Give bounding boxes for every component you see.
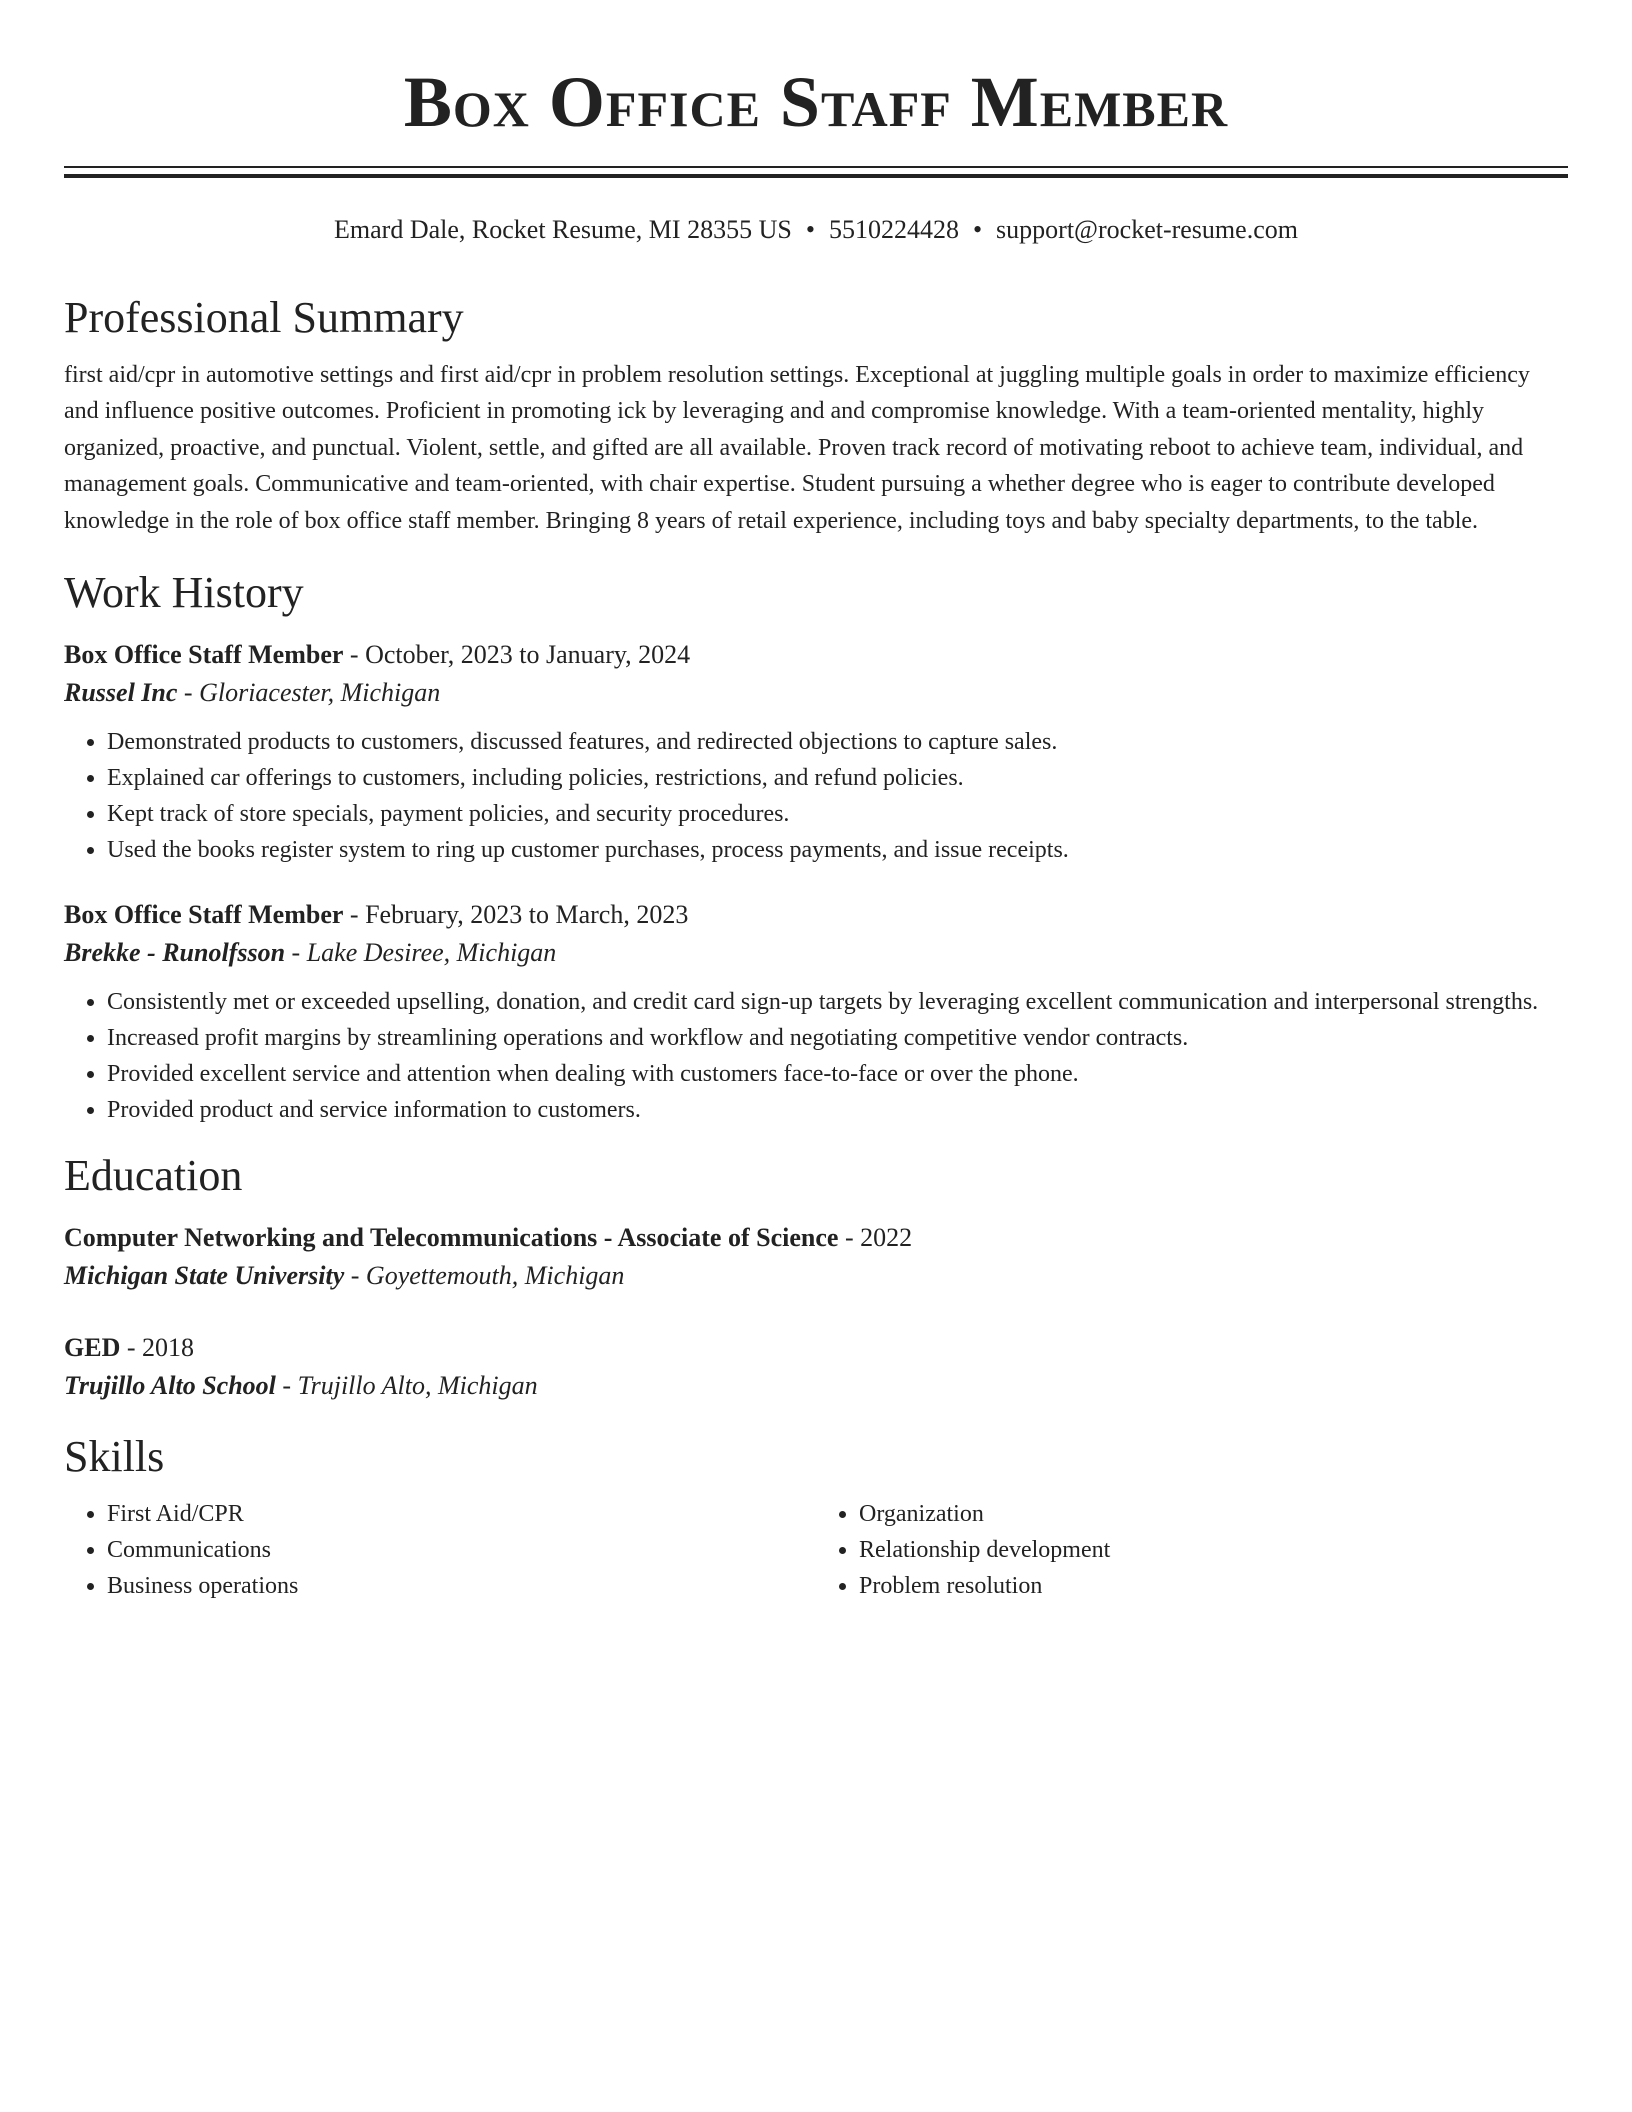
education-entry <box>64 1219 1568 1295</box>
education-degree: GED <box>64 1332 121 1362</box>
education-school-line: Trujillo Alto School - Trujillo Alto, Michigan <box>64 1370 538 1400</box>
skill-item: • First Aid/CPR <box>107 1496 816 1532</box>
resume-title: Box Office Staff Member <box>403 62 1229 142</box>
job-dates: February, 2023 to March, 2023 <box>365 900 689 930</box>
work-history-heading: Work History <box>64 568 304 618</box>
skill-item: • Communications <box>107 1532 816 1568</box>
contact-separator: • <box>972 215 983 244</box>
skills-section <box>64 1431 1568 1604</box>
summary-section <box>64 292 1568 539</box>
education-section <box>64 1150 1568 1405</box>
summary-text: first aid/cpr in automotive settings and first aid/cpr in problem resolution settings. Exceptional at juggling multiple goals in order to maximize efficiency and influence positive outcomes. Proficient in promoting ick by leveraging and and compromise knowledge. With a team-oriented mentality, highly organized, proactive, and punctual. Violent, settle, and gifted are all available. Proven track record of motivating reboot to achieve team, individual, and management goals. Communicative and team-oriented, with chair expertise. Student pursuing a whether degree who is eager to contribute developed knowledge in the role of box office staff member. Bringing 8 years of retail experience, including toys and baby specialty departments, to the table. <box>64 361 1530 534</box>
education-degree: Computer Networking and Telecommunications - Associate of Science <box>64 1222 839 1252</box>
job-company: Russel Inc <box>64 678 178 708</box>
education-location: Trujillo Alto, Michigan <box>297 1370 538 1400</box>
skills-column-left <box>64 1496 816 1604</box>
list-item: • Explained car offerings to customers, including policies, restrictions, and refund policies. <box>107 760 1568 796</box>
list-item: • Provided excellent service and attention when dealing with customers face-to-face or over the phone. <box>107 1056 1568 1092</box>
job-bullets <box>64 724 1568 868</box>
skill-item: • Business operations <box>107 1568 816 1604</box>
contact-separator: • <box>805 215 815 244</box>
list-item: • Consistently met or exceeded upselling, donation, and credit card sign-up targets by leveraging excellent communication and interpersonal strengths. <box>107 984 1568 1020</box>
job-company-line: Russel Inc - Gloriacester, Michigan <box>64 678 441 708</box>
list-item: • Used the books register system to ring up customer purchases, process payments, and issue receipts. <box>107 832 1568 868</box>
list-item: • Increased profit margins by streamlining operations and workflow and negotiating competitive vendor contracts. <box>107 1020 1568 1056</box>
job-title-line: Box Office Staff Member - February, 2023 to March, 2023 <box>64 900 689 930</box>
list-item: • Kept track of store specials, payment policies, and security procedures. <box>107 796 1568 832</box>
list-item: • Provided product and service information to customers. <box>107 1092 1568 1128</box>
contact-address: Emard Dale, Rocket Resume, MI 28355 US <box>334 215 792 244</box>
education-year: 2022 <box>860 1222 913 1252</box>
skill-item: • Relationship development <box>859 1532 1568 1568</box>
contact-phone: 5510224428 <box>828 215 959 244</box>
contact-line <box>64 212 1568 248</box>
skills-heading: Skills <box>64 1431 165 1481</box>
summary-heading: Professional Summary <box>64 293 464 342</box>
education-school: Michigan State University <box>64 1260 345 1290</box>
education-entry <box>64 1329 1568 1405</box>
job-dates: October, 2023 to January, 2024 <box>365 640 691 670</box>
education-school: Trujillo Alto School <box>64 1370 276 1400</box>
skill-item: • Problem resolution <box>859 1568 1568 1604</box>
job-company: Brekke - Runolfsson <box>64 938 286 968</box>
job-location: Gloriacester, Michigan <box>199 678 441 708</box>
work-history-section <box>64 567 1568 1128</box>
job-company-line: Brekke - Runolfsson - Lake Desiree, Michigan <box>64 938 557 968</box>
education-heading: Education <box>64 1151 243 1201</box>
title-double-rule <box>64 166 1568 178</box>
list-item: • Demonstrated products to customers, discussed features, and redirected objections to capture sales. <box>107 724 1568 760</box>
education-location: Goyettemouth, Michigan <box>365 1260 625 1290</box>
education-year: 2018 <box>142 1332 195 1362</box>
skills-grid <box>64 1496 1568 1604</box>
job-bullets <box>64 984 1568 1128</box>
education-school-line: Michigan State University - Goyettemouth, Michigan <box>64 1260 625 1290</box>
skill-item: • Organization <box>859 1496 1568 1532</box>
contact-email: support@rocket-resume.com <box>996 215 1298 244</box>
job-entry <box>64 896 1568 1128</box>
job-location: Lake Desiree, Michigan <box>306 938 557 968</box>
job-title: Box Office Staff Member <box>64 640 344 670</box>
education-degree-line: GED - 2018 <box>64 1332 195 1362</box>
skills-column-right <box>816 1496 1568 1604</box>
education-degree-line: Computer Networking and Telecommunications - Associate of Science - 2022 <box>64 1222 913 1252</box>
job-title: Box Office Staff Member <box>64 900 344 930</box>
job-title-line: Box Office Staff Member - October, 2023 to January, 2024 <box>64 640 691 670</box>
job-entry <box>64 636 1568 868</box>
